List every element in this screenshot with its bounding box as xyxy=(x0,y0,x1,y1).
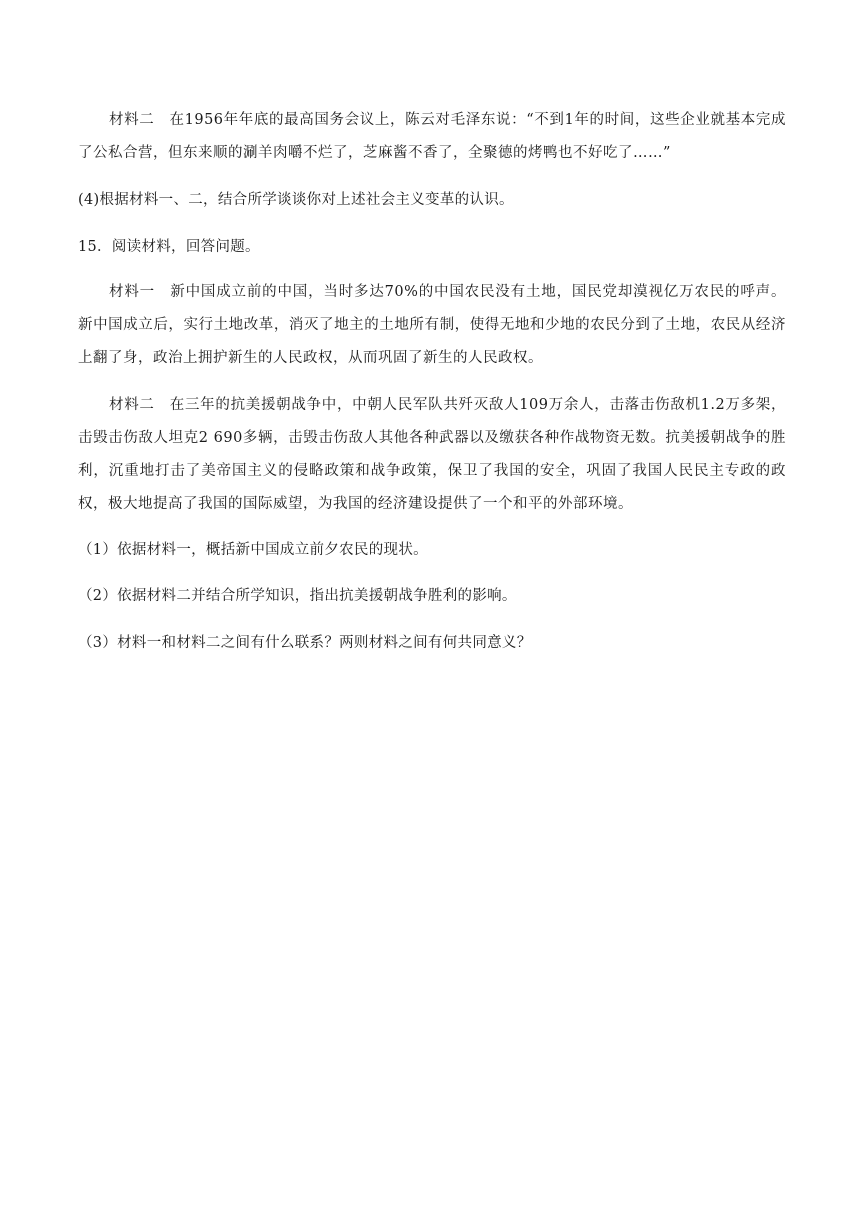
question-15-1: （1）依据材料一，概括新中国成立前夕农民的现状。 xyxy=(78,542,428,558)
question-15-2: （2）依据材料二并结合所学知识，指出抗美援朝战争胜利的影响。 xyxy=(78,588,517,604)
question-15-heading: 15．阅读材料，回答问题。 xyxy=(78,239,260,255)
question-14-4: (4)根据材料一、二，结合所学谈谈你对上述社会主义变革的认识。 xyxy=(78,192,514,208)
material-one-paragraph-q15: 材料一 新中国成立前的中国，当时多达70%的中国农民没有土地，国民党却漠视亿万农民的呼声。新中国成立后，实行土地改革，消灭了地主的土地所有制，使得无地和少地的农民分到了土地，农民从经济上翻了身，政治上拥护新生的人民政权，从而巩固了新生的人民政权。 xyxy=(78,284,786,366)
question-15-3: （3）材料一和材料二之间有什么联系？两则材料之间有何共同意义？ xyxy=(78,635,532,651)
material-two-paragraph-q15: 材料二 在三年的抗美援朝战争中，中朝人民军队共歼灭敌人109万余人，击落击伤敌机1.2万多架，击毁击伤敌人坦克2 690多辆，击毁击伤敌人其他各种武器以及缴获各种作战物资无数。抗美援朝战争的胜利，沉重地打击了美帝国主义的侵略政策和战争政策，保卫了我国的安全，巩固了我国人民民主专政的政权，极大地提高了我国的国际威望，为我国的经济建设提供了一个和平的外部环境。 xyxy=(78,397,786,512)
material-two-paragraph-q14: 材料二 在1956年年底的最高国务会议上，陈云对毛泽东说：“不到1年的时间，这些企业就基本完成了公私合营，但东来顺的涮羊肉嚼不烂了，芝麻酱不香了，全聚德的烤鸭也不好吃了……” xyxy=(78,112,786,161)
